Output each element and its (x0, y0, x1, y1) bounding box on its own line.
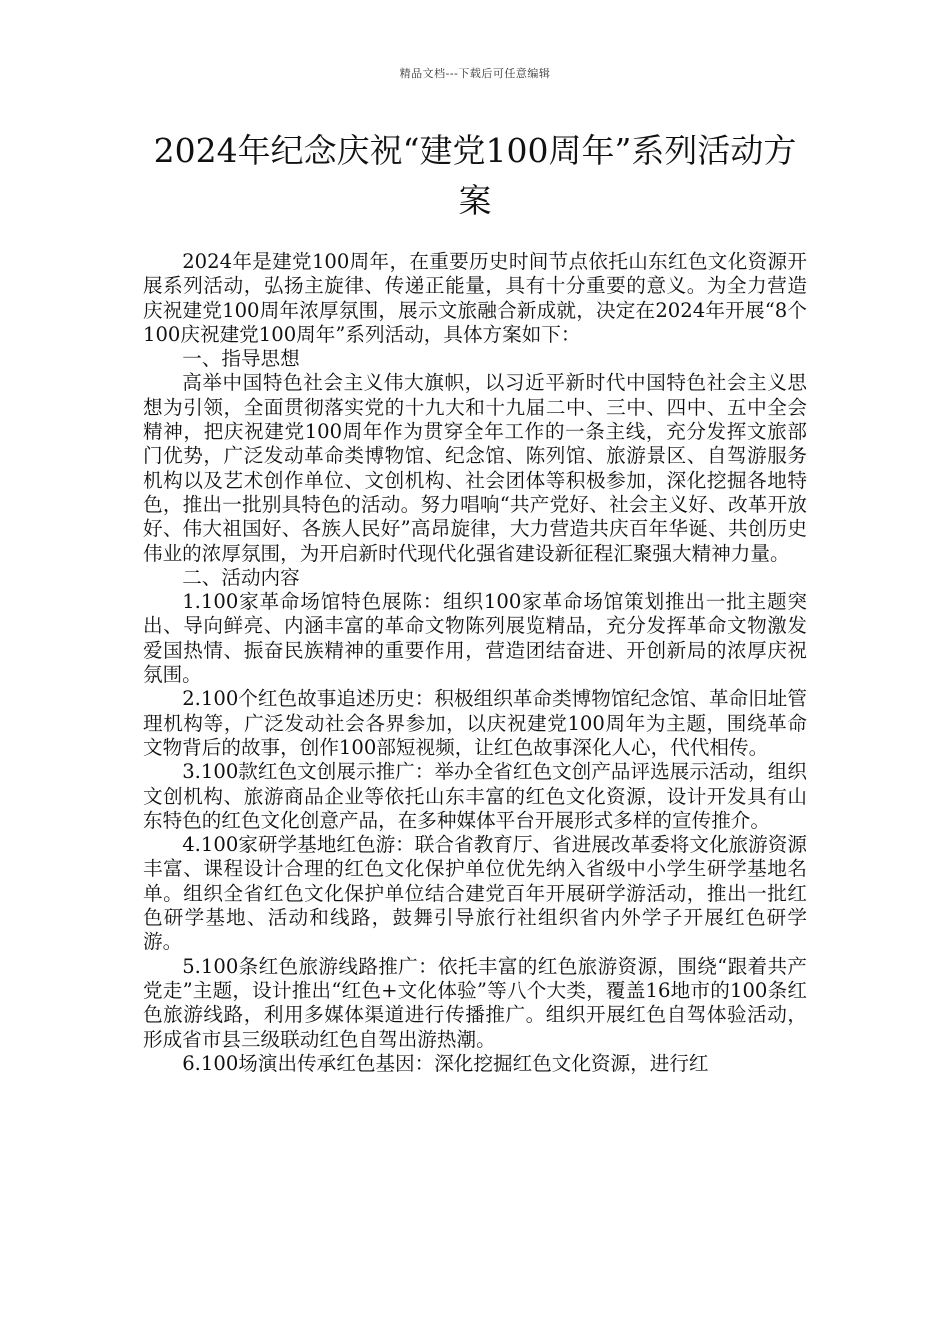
list-item-activity-5: 5.100条红色旅游线路推广：依托丰富的红色旅游资源，围绕“跟着共产党走”主题，设计推出“红色+文化体验”等八个大类，覆盖16地市的100条红色旅游线路，利用多媒体渠道进行传播推广。组织开展红色自驾体验活动，形成省市县三级联动红色自驾出游热潮。 (143, 954, 807, 1051)
document-title: 2024年纪念庆祝“建党100周年”系列活动方案 (153, 131, 797, 220)
list-item-activity-1: 1.100家革命场馆特色展陈：组织100家革命场馆策划推出一批主题突出、导向鲜亮、内涵丰富的革命文物陈列展览精品，充分发挥革命文物激发爱国热情、振奋民族精神的重要作用，营造团结奋进、开创新局的浓厚庆祝氛围。 (143, 590, 807, 687)
list-item-activity-3: 3.100款红色文创展示推广：举办全省红色文创产品评选展示活动，组织文创机构、旅游商品企业等依托山东丰富的红色文化资源，设计开发具有山东特色的红色文化创意产品，在多种媒体平台开展形式多样的宣传推介。 (143, 760, 807, 832)
document-body (143, 250, 807, 1076)
section-heading-activity-content: 二、活动内容 (182, 565, 300, 589)
paragraph-intro: 2024年是建党100周年，在重要历史时间节点依托山东红色文化资源开展系列活动，弘扬主旋律、传递正能量，具有十分重要的意义。为全力营造庆祝建党100周年浓厚氛围，展示文旅融合新成就，决定在2024年开展“8个100庆祝建党100周年”系列活动，具体方案如下： (143, 250, 807, 346)
list-item-activity-6: 6.100场演出传承红色基因：深化挖掘红色文化资源，进行红 (182, 1051, 709, 1075)
paragraph-guiding-ideology: 高举中国特色社会主义伟大旗帜，以习近平新时代中国特色社会主义思想为引领，全面贯彻落实党的十九大和十九届二中、三中、四中、五中全会精神，把庆祝建党100周年作为贯穿全年工作的一条主线，充分发挥文旅部门优势，广泛发动革命类博物馆、纪念馆、陈列馆、旅游景区、自驾游服务机构以及艺术创作单位、文创机构、社会团体等积极参加，深化挖掘各地特色，推出一批别具特色的活动。努力唱响“共产党好、社会主义好、改革开放好、伟大祖国好、各族人民好”高昂旋律，大力营造共庆百年华诞、共创历史伟业的浓厚氛围，为开启新时代现代化强省建设新征程汇聚强大精神力量。 (143, 371, 807, 565)
header-note: 精品文档---下载后可任意编辑 (399, 67, 551, 80)
section-heading-guiding-ideology: 一、指导思想 (182, 347, 300, 371)
list-item-activity-2: 2.100个红色故事追述历史：积极组织革命类博物馆纪念馆、革命旧址管理机构等，广泛发动社会各界参加，以庆祝建党100周年为主题，围绕革命文物背后的故事，创作100部短视频，让红色故事深化人心，代代相传。 (143, 687, 807, 759)
list-item-activity-4: 4.100家研学基地红色游：联合省教育厅、省进展改革委将文化旅游资源丰富、课程设计合理的红色文化保护单位优先纳入省级中小学生研学基地名单。组织全省红色文化保护单位结合建党百年开展研学游活动，推出一批红色研学基地、活动和线路，鼓舞引导旅行社组织省内外学子开展红色研学游。 (143, 833, 807, 954)
